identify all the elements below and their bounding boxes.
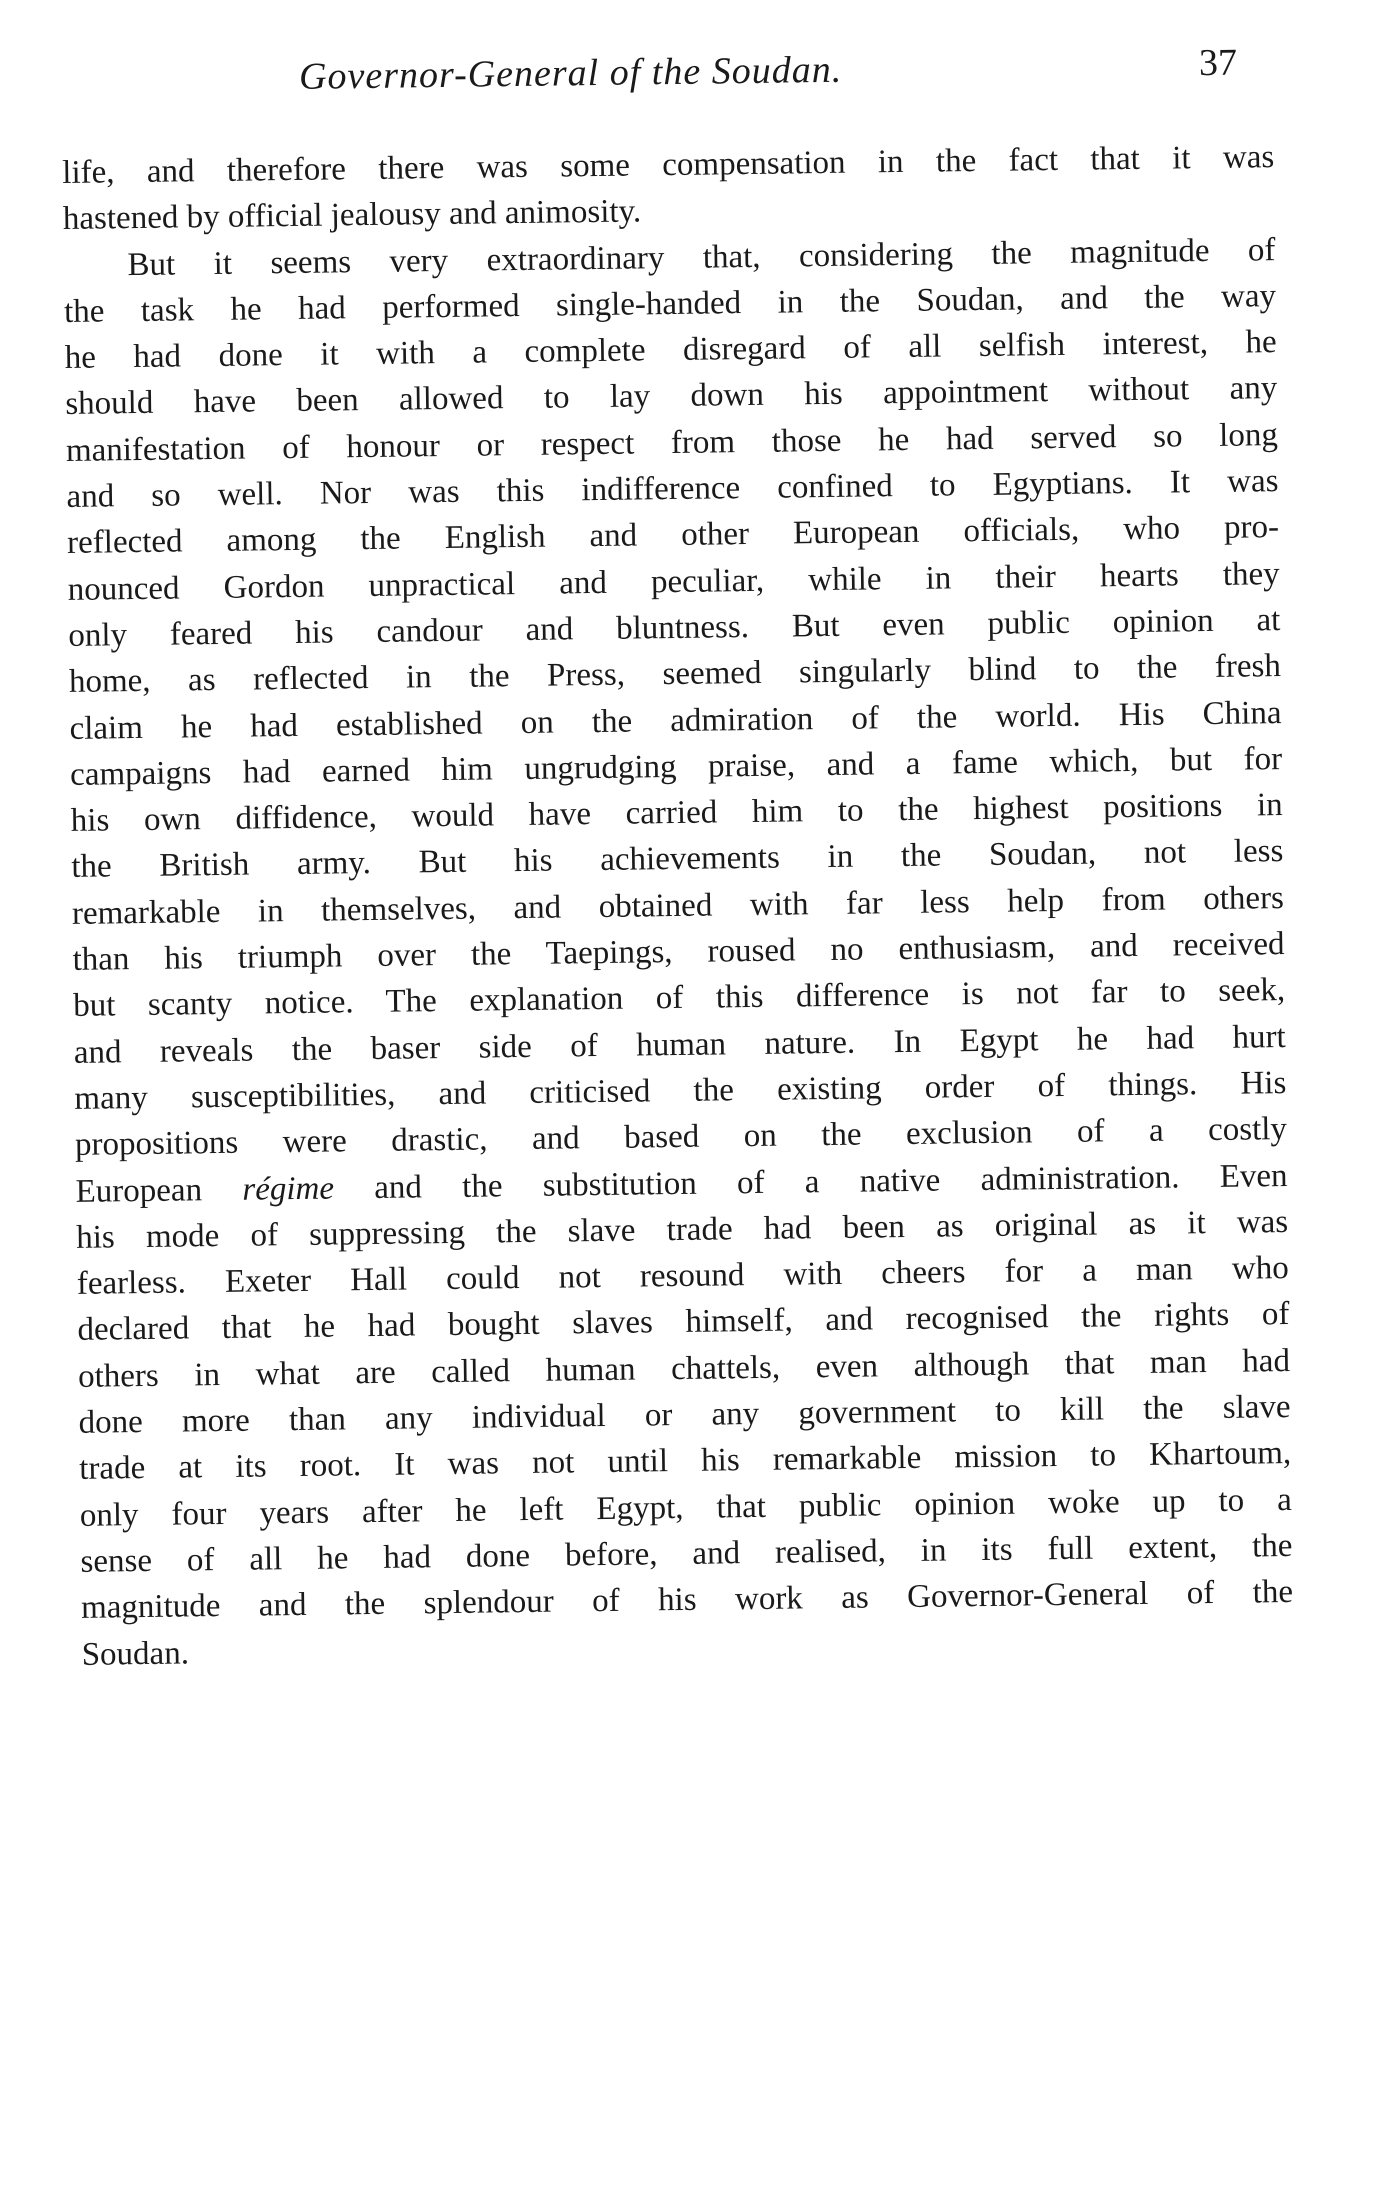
text-line: the task he had performed single-handed in the Soudan, and the way bbox=[63, 277, 1277, 330]
text-line: fearless. Exeter Hall could not resound with cheers for a man who bbox=[76, 1250, 1289, 1303]
text-line: Soudan. bbox=[81, 1634, 190, 1673]
text-line: his own diffidence, would have carried him to the highest positions in bbox=[70, 787, 1283, 840]
text-line: manifestation of honour or respect from those he had served so long bbox=[65, 416, 1279, 469]
text-line: life, and therefore there was some compensation in the fact that it was bbox=[62, 139, 1275, 191]
body-text bbox=[62, 134, 1294, 1678]
text-line: should have been allowed to lay down his appointment without any bbox=[65, 370, 1278, 423]
text-line: remarkable in themselves, and obtained with far less help from others bbox=[71, 879, 1285, 932]
text-line: only feared his candour and bluntness. But even public opinion at bbox=[68, 602, 1281, 654]
text-line: propositions were drastic, and based on the exclusion of a costly bbox=[74, 1111, 1288, 1164]
text-line: his mode of suppressing the slave trade had been as original as it was bbox=[76, 1203, 1289, 1256]
text-segment: and the substitution of a native administration. Even bbox=[333, 1157, 1288, 1207]
text-line: sense of all he had done before, and realised, in its full extent, the bbox=[80, 1527, 1293, 1580]
text-line: and so well. Nor was this indifference confined to Egyptians. It was bbox=[66, 463, 1279, 516]
text-line: nounced Gordon unpractical and peculiar, while in their hearts they bbox=[67, 555, 1280, 608]
text-line: trade at its root. It was not until his remarkable mission to Khartoum, bbox=[79, 1435, 1292, 1488]
running-head: Governor-General of the Soudan. bbox=[298, 48, 843, 98]
text-line: hastened by official jealousy and animosity. bbox=[62, 193, 642, 238]
text-line: declared that he had bought slaves himself, and recognised the rights of bbox=[77, 1296, 1290, 1349]
text-line: he had done it with a complete disregard of all selfish interest, he bbox=[64, 324, 1277, 377]
italic-word: régime bbox=[242, 1170, 335, 1208]
text-line: many susceptibilities, and criticised the existing order of things. His bbox=[74, 1064, 1287, 1117]
page-number: 37 bbox=[1198, 41, 1238, 85]
text-line: others in what are called human chattels, even although that man had bbox=[77, 1342, 1291, 1395]
text-line: campaigns had earned him ungrudging praise, and a fame which, but for bbox=[69, 740, 1283, 793]
text-line: But it seems very extraordinary that, considering the magnitude of bbox=[127, 231, 1276, 283]
text-line: magnitude and the splendour of his work as Governor-General of the bbox=[80, 1574, 1294, 1627]
text-line: claim he had established on the admiration of the world. His China bbox=[69, 694, 1282, 747]
text-line: the British army. But his achievements in the Soudan, not less bbox=[71, 833, 1284, 886]
text-segment: European bbox=[75, 1171, 243, 1210]
text-line: reflected among the English and other European officials, who pro- bbox=[66, 509, 1280, 562]
text-line: done more than any individual or any government to kill the slave bbox=[78, 1389, 1291, 1441]
text-line: home, as reflected in the Press, seemed singularly blind to the fresh bbox=[68, 648, 1282, 701]
text-line: and reveals the baser side of human nature. In Egypt he had hurt bbox=[73, 1018, 1286, 1071]
text-line: only four years after he left Egypt, that public opinion woke up to a bbox=[79, 1481, 1293, 1534]
text-line: than his triumph over the Taepings, roused no enthusiasm, and received bbox=[72, 926, 1285, 978]
text-line: but scanty notice. The explanation of this difference is not far to seek, bbox=[72, 972, 1286, 1025]
